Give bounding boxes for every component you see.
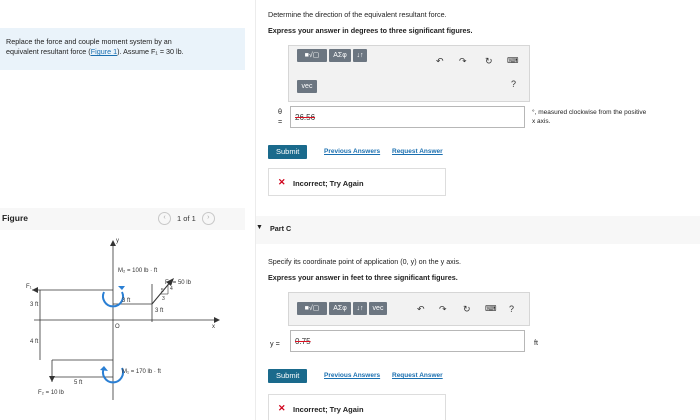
figure-pager <box>158 212 215 225</box>
theta-unit-text: °, measured clockwise from the positive x axis. <box>532 109 647 125</box>
reset-icon[interactable]: ↻ <box>463 304 471 314</box>
f2-arrowhead <box>49 376 55 382</box>
dim-3ft-right: 3 ft <box>155 308 164 314</box>
partc-feedback-text: Incorrect; Try Again <box>293 405 364 414</box>
templates-button[interactable]: ■√▢ <box>297 302 327 315</box>
partc-instruction: Express your answer in feet to three significant figures. <box>268 273 458 282</box>
partc-header[interactable] <box>256 216 700 244</box>
partc-submit-button[interactable]: Submit <box>268 369 307 383</box>
undo-icon[interactable]: ↶ <box>436 56 444 66</box>
redo-icon[interactable]: ↷ <box>439 304 447 314</box>
y-axis-label: y <box>116 238 119 244</box>
incorrect-icon: ✕ <box>278 177 286 187</box>
vec-button[interactable]: vec <box>369 302 387 315</box>
figure-label: Figure <box>2 213 28 223</box>
reset-icon[interactable]: ↻ <box>485 56 493 66</box>
redo-icon[interactable]: ↷ <box>459 56 467 66</box>
help-icon[interactable]: ? <box>509 304 515 314</box>
collapse-chevron-icon[interactable]: ▼ <box>256 224 263 231</box>
partc-prompt: Specify its coordinate point of application (0, y) on the y axis. <box>268 257 461 266</box>
incorrect-icon: ✕ <box>278 403 286 413</box>
partb-instruction: Express your answer in degrees to three significant figures. <box>268 26 473 35</box>
y-unit-label: ft <box>534 338 538 347</box>
problem-line-1: Replace the force and couple moment system by an <box>6 37 172 46</box>
y-equals-label: y = <box>270 339 280 348</box>
f1-label: F₁ <box>26 284 32 290</box>
partb-feedback-text: Incorrect; Try Again <box>293 179 364 188</box>
dim-5ft: 5 ft <box>74 380 83 386</box>
vec-button[interactable]: vec <box>297 80 317 93</box>
m2-label: M₂ = 100 lb · ft <box>118 268 158 274</box>
m1-label: M₁ = 170 lb · ft <box>122 369 161 375</box>
f3-label: F₃ = 50 lb <box>165 280 191 286</box>
dim-3ft-top: 3 ft <box>122 298 131 304</box>
partb-feedback <box>268 168 446 196</box>
theta-answer-input[interactable] <box>290 106 525 128</box>
partc-feedback <box>268 394 446 420</box>
f2-label: F₂ = 10 lb <box>38 390 64 396</box>
f1-arrowhead <box>32 287 38 293</box>
partb-answer-panel <box>288 45 530 102</box>
partb-submit-button[interactable]: Submit <box>268 145 307 159</box>
theta-answer-value: 26.56 <box>295 113 316 122</box>
greek-symbols-button[interactable]: ΑΣφ <box>329 49 351 62</box>
force-system-diagram <box>0 232 245 420</box>
prev-figure-button[interactable]: ‹ <box>158 212 171 225</box>
ratio-4: 4 <box>170 286 173 292</box>
origin-label: O <box>115 324 120 330</box>
ratio-3: 3 <box>162 296 165 302</box>
arrows-button[interactable]: ↓↑ <box>353 302 367 315</box>
y-answer-value: 0.75 <box>295 337 311 346</box>
partc-answer-panel <box>288 292 530 326</box>
figure-page-count: 1 of 1 <box>177 214 196 223</box>
theta-symbol: θ <box>278 107 282 116</box>
help-icon[interactable]: ? <box>511 79 517 89</box>
partc-previous-answers-link[interactable]: Previous Answers <box>324 372 381 379</box>
dim-4ft: 4 ft <box>30 339 39 345</box>
y-answer-input[interactable] <box>290 330 525 352</box>
next-figure-button[interactable]: › <box>202 212 215 225</box>
partc-request-answer-link[interactable]: Request Answer <box>392 372 443 379</box>
problem-statement <box>0 28 245 70</box>
partb-prompt: Determine the direction of the equivalent resultant force. <box>268 10 447 19</box>
panel-divider <box>255 0 256 420</box>
keyboard-icon[interactable]: ⌨ <box>485 304 497 313</box>
dim-3ft-left: 3 ft <box>30 302 39 308</box>
problem-line-2: equivalent resultant force (Figure 1). Assume F₁ = 30 lb. <box>6 47 184 56</box>
figure-link[interactable]: Figure 1 <box>90 47 118 56</box>
partb-request-answer-link[interactable]: Request Answer <box>392 148 443 155</box>
partb-previous-answers-link[interactable]: Previous Answers <box>324 148 381 155</box>
theta-equals: = <box>278 117 283 126</box>
ratio-5: 5 <box>161 288 164 294</box>
partc-title: Part C <box>270 224 292 233</box>
arrows-button[interactable]: ↓↑ <box>353 49 367 62</box>
x-axis-label: x <box>212 324 215 330</box>
greek-symbols-button[interactable]: ΑΣφ <box>329 302 351 315</box>
keyboard-icon[interactable]: ⌨ <box>507 56 519 65</box>
x-axis-arrowhead <box>214 317 220 323</box>
templates-button[interactable]: ■√▢ <box>297 49 327 62</box>
undo-icon[interactable]: ↶ <box>417 304 425 314</box>
